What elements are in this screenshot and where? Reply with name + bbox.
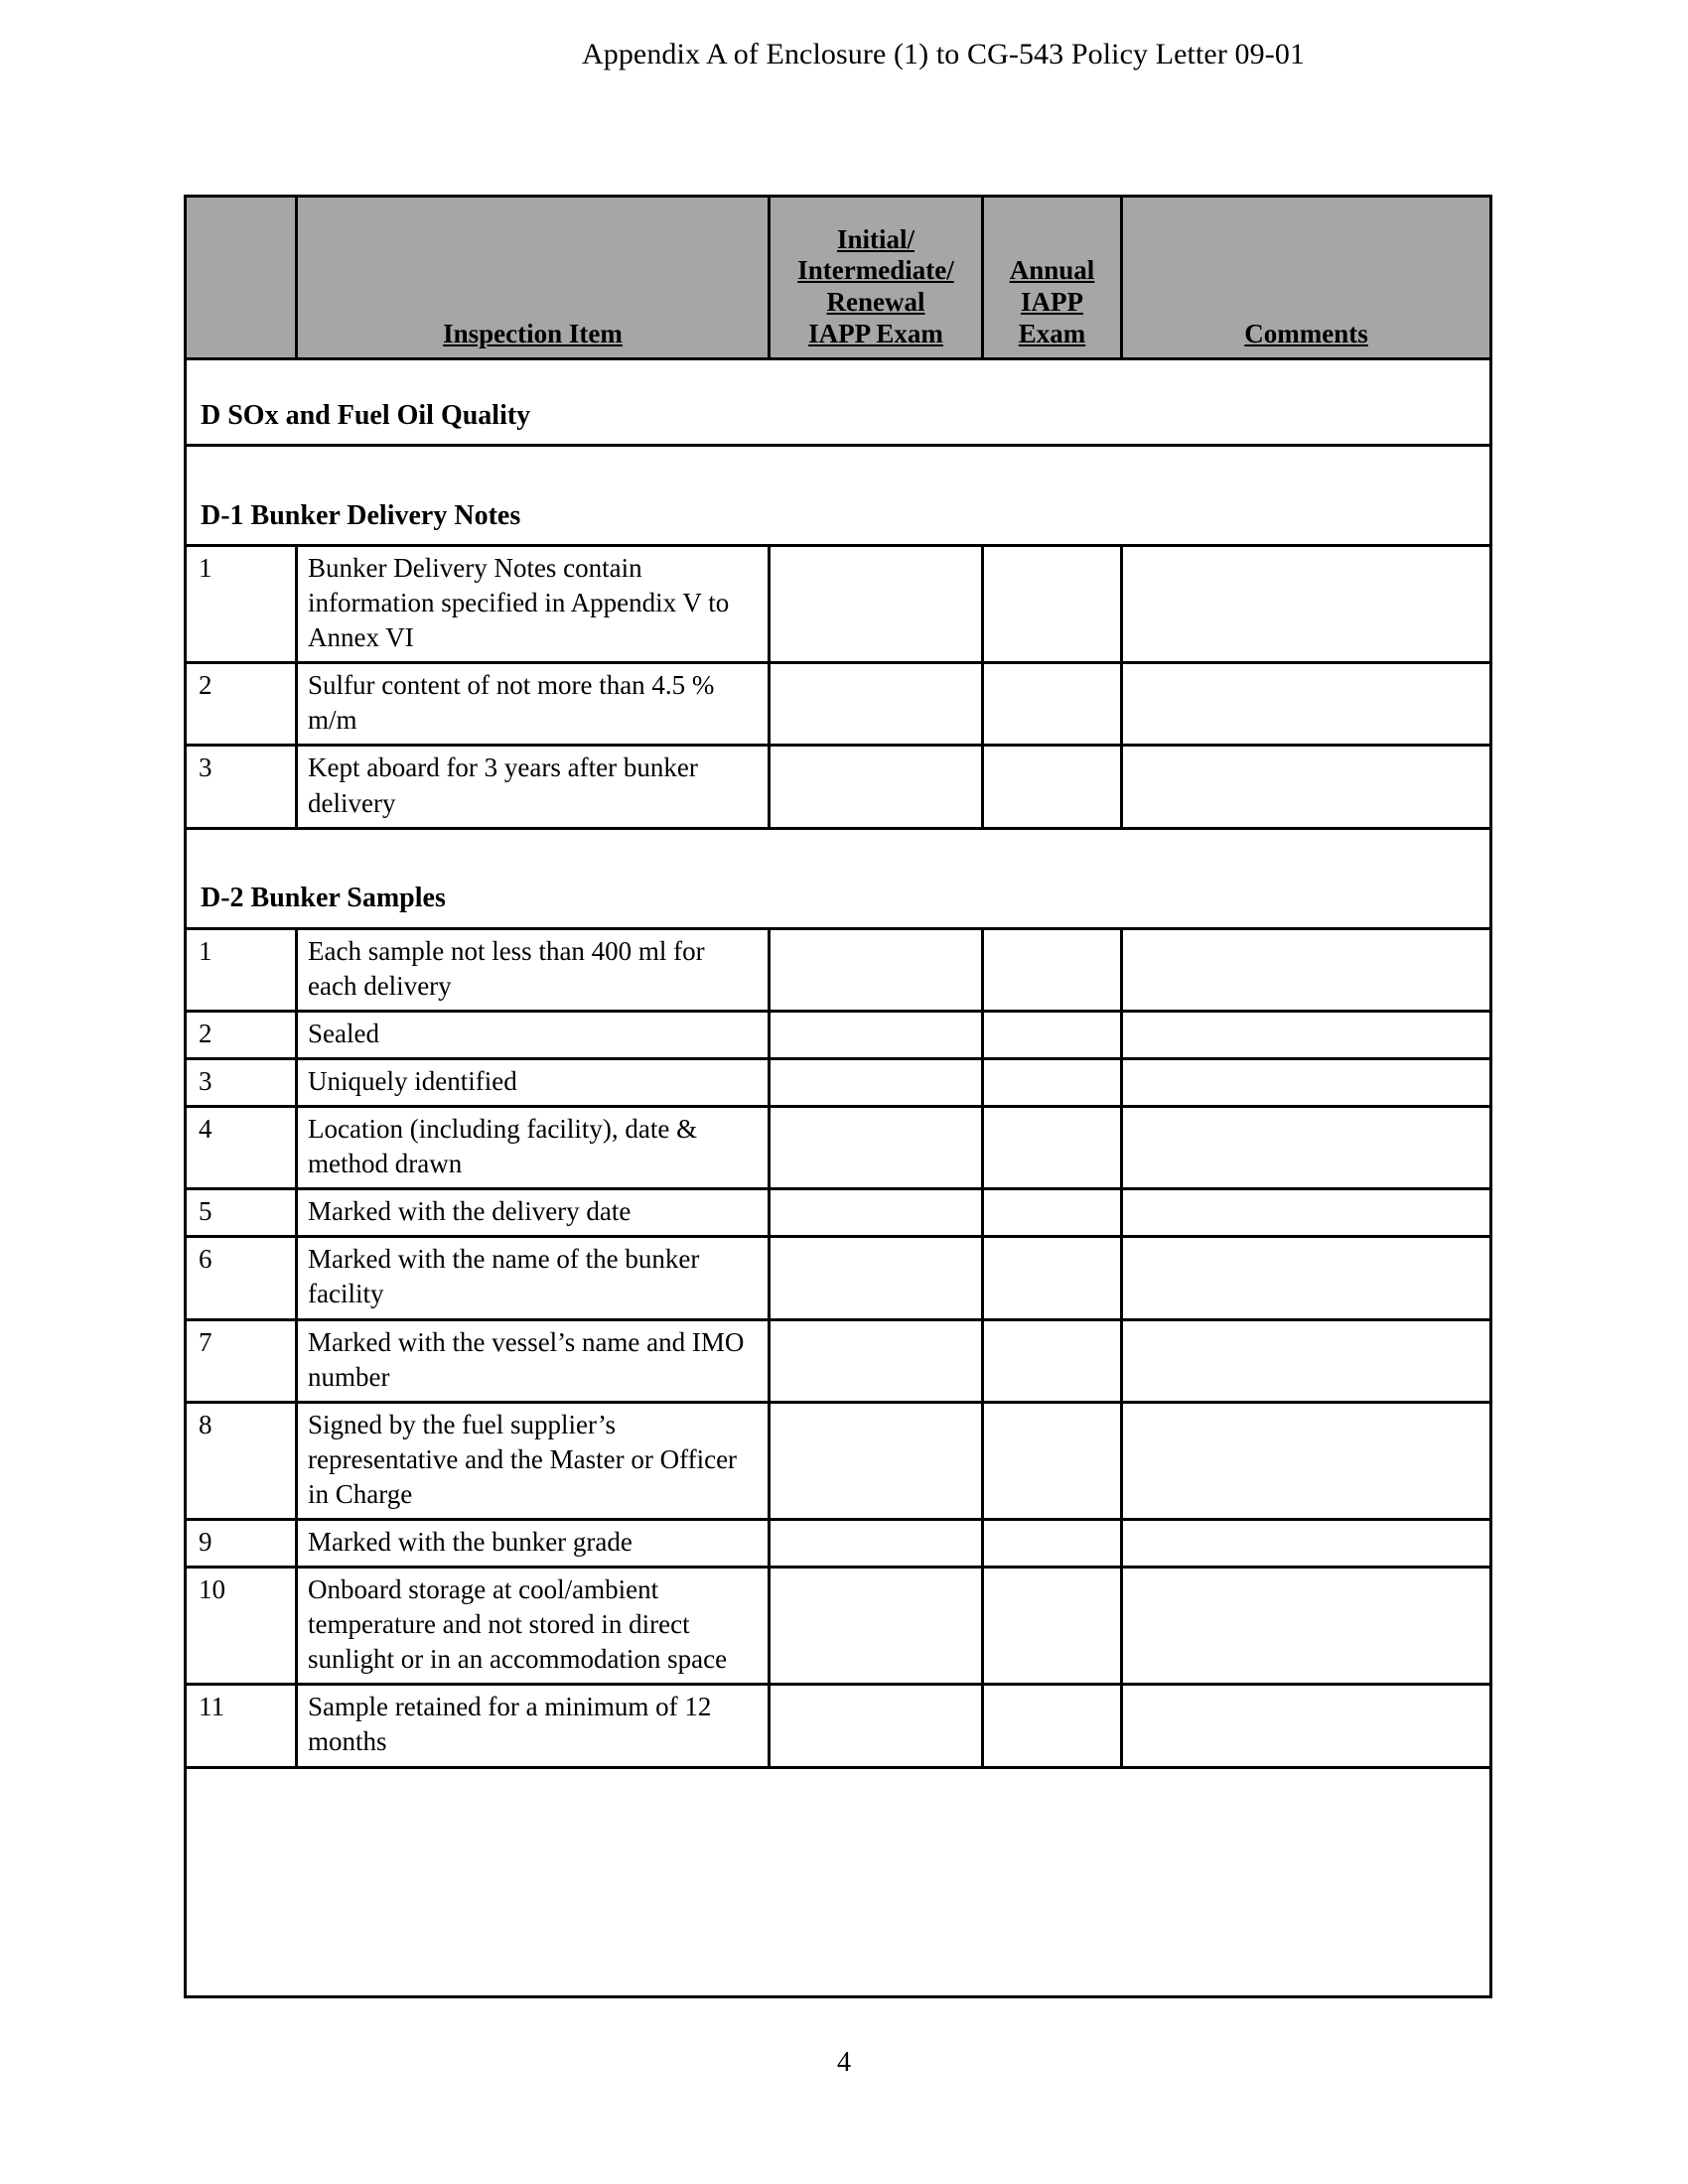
- row-comments-cell[interactable]: [1122, 1058, 1491, 1106]
- inspection-checklist-sheet: [184, 195, 1489, 1998]
- row-annual-exam-cell: [983, 1189, 1122, 1237]
- row-number: 3: [186, 746, 297, 828]
- row-comments-cell[interactable]: [1122, 1189, 1491, 1237]
- header-label-annual-line2: IAPP: [1021, 287, 1083, 318]
- row-annual-exam-cell: [983, 1011, 1122, 1058]
- header-label-inspection-item: Inspection Item: [443, 319, 623, 349]
- row-initial-exam-cell[interactable]: [770, 546, 983, 663]
- inspection-checklist-table: [184, 195, 1492, 1998]
- row-inspection-item: Each sample not less than 400 ml for each delivery: [297, 928, 770, 1011]
- row-initial-exam-cell[interactable]: [770, 1685, 983, 1767]
- table-row: [186, 928, 1491, 1011]
- row-comments-cell[interactable]: [1122, 1237, 1491, 1319]
- row-comments-cell[interactable]: [1122, 1011, 1491, 1058]
- row-annual-exam-cell[interactable]: [983, 746, 1122, 828]
- section-heading-d: D SOx and Fuel Oil Quality: [186, 359, 1491, 446]
- header-cell-inspection-item: [297, 197, 770, 359]
- row-initial-exam-cell[interactable]: [770, 1107, 983, 1189]
- table-row: [186, 1402, 1491, 1519]
- row-annual-exam-cell[interactable]: [983, 663, 1122, 746]
- row-inspection-item: Bunker Delivery Notes contain information specified in Appendix V to Annex VI: [297, 546, 770, 663]
- table-row: [186, 1011, 1491, 1058]
- row-comments-cell[interactable]: [1122, 1685, 1491, 1767]
- row-comments-cell[interactable]: [1122, 1519, 1491, 1567]
- row-annual-exam-cell: [983, 1237, 1122, 1319]
- row-inspection-item: Sample retained for a minimum of 12 months: [297, 1685, 770, 1767]
- row-initial-exam-cell[interactable]: [770, 1402, 983, 1519]
- row-inspection-item: Kept aboard for 3 years after bunker delivery: [297, 746, 770, 828]
- row-inspection-item: Sulfur content of not more than 4.5 % m/m: [297, 663, 770, 746]
- row-comments-cell[interactable]: [1122, 663, 1491, 746]
- row-annual-exam-cell[interactable]: [983, 546, 1122, 663]
- row-inspection-item: Marked with the vessel’s name and IMO number: [297, 1319, 770, 1402]
- table-row: [186, 1568, 1491, 1685]
- header-label-initial-line4: IAPP Exam: [808, 319, 943, 349]
- row-comments-cell[interactable]: [1122, 928, 1491, 1011]
- row-comments-cell[interactable]: [1122, 1319, 1491, 1402]
- row-inspection-item: Location (including facility), date & method drawn: [297, 1107, 770, 1189]
- row-initial-exam-cell[interactable]: [770, 1568, 983, 1685]
- header-label-annual-line1: Annual: [1009, 255, 1095, 286]
- header-label-initial-line2: Intermediate/: [797, 255, 954, 286]
- table-row: [186, 1685, 1491, 1767]
- row-number: 1: [186, 928, 297, 1011]
- row-initial-exam-cell[interactable]: [770, 928, 983, 1011]
- row-annual-exam-cell: [983, 1568, 1122, 1685]
- row-number: 3: [186, 1058, 297, 1106]
- header-label-annual-line3: Exam: [1018, 319, 1086, 349]
- table-row: [186, 1519, 1491, 1567]
- row-annual-exam-cell: [983, 1058, 1122, 1106]
- row-annual-exam-cell: [983, 1107, 1122, 1189]
- row-annual-exam-cell: [983, 928, 1122, 1011]
- row-number: 11: [186, 1685, 297, 1767]
- table-row: [186, 1189, 1491, 1237]
- row-inspection-item: Signed by the fuel supplier’s representative and the Master or Officer in Charge: [297, 1402, 770, 1519]
- page-number-text: 4: [837, 2047, 851, 2078]
- header-label-initial-line1: Initial/: [836, 223, 915, 254]
- row-comments-cell[interactable]: [1122, 1107, 1491, 1189]
- row-initial-exam-cell[interactable]: [770, 746, 983, 828]
- table-row: [186, 1319, 1491, 1402]
- row-comments-cell[interactable]: [1122, 546, 1491, 663]
- header-cell-annual-exam: [983, 197, 1122, 359]
- row-number: 6: [186, 1237, 297, 1319]
- header-label-comments: Comments: [1244, 319, 1368, 349]
- table-row: [186, 746, 1491, 828]
- subsection-heading-row-d1: [186, 446, 1491, 546]
- table-row: [186, 663, 1491, 746]
- row-initial-exam-cell[interactable]: [770, 1237, 983, 1319]
- table-row: [186, 1058, 1491, 1106]
- header-cell-number: [186, 197, 297, 359]
- running-head: [0, 38, 1688, 71]
- row-annual-exam-cell: [983, 1519, 1122, 1567]
- row-inspection-item: Marked with the name of the bunker facility: [297, 1237, 770, 1319]
- subsection-heading-row-d2: [186, 828, 1491, 928]
- row-number: 5: [186, 1189, 297, 1237]
- row-number: 2: [186, 663, 297, 746]
- table-header-row: [186, 197, 1491, 359]
- row-number: 8: [186, 1402, 297, 1519]
- subsection-heading-d2: D-2 Bunker Samples: [186, 828, 1491, 928]
- row-number: 4: [186, 1107, 297, 1189]
- row-inspection-item: Marked with the bunker grade: [297, 1519, 770, 1567]
- row-initial-exam-cell[interactable]: [770, 1011, 983, 1058]
- table-row: [186, 1237, 1491, 1319]
- header-cell-comments: [1122, 197, 1491, 359]
- header-label-initial-line3: Renewal: [826, 287, 925, 318]
- row-number: 10: [186, 1568, 297, 1685]
- blank-filler-row: [186, 1767, 1491, 1996]
- table-row: [186, 1107, 1491, 1189]
- row-initial-exam-cell[interactable]: [770, 1058, 983, 1106]
- checklist-body: [186, 197, 1491, 1997]
- row-annual-exam-cell: [983, 1319, 1122, 1402]
- running-head-text: Appendix A of Enclosure (1) to CG-543 Policy Letter 09-01: [581, 38, 1306, 70]
- row-number: 7: [186, 1319, 297, 1402]
- row-comments-cell[interactable]: [1122, 746, 1491, 828]
- row-comments-cell[interactable]: [1122, 1568, 1491, 1685]
- subsection-heading-d1: D-1 Bunker Delivery Notes: [186, 446, 1491, 546]
- section-heading-row-d: [186, 359, 1491, 446]
- row-inspection-item: Onboard storage at cool/ambient temperature and not stored in direct sunlight or in an accommodation space: [297, 1568, 770, 1685]
- row-initial-exam-cell[interactable]: [770, 663, 983, 746]
- row-inspection-item: Uniquely identified: [297, 1058, 770, 1106]
- row-number: 9: [186, 1519, 297, 1567]
- row-initial-exam-cell[interactable]: [770, 1319, 983, 1402]
- row-number: 1: [186, 546, 297, 663]
- row-initial-exam-cell[interactable]: [770, 1189, 983, 1237]
- row-number: 2: [186, 1011, 297, 1058]
- row-inspection-item: Sealed: [297, 1011, 770, 1058]
- row-annual-exam-cell: [983, 1402, 1122, 1519]
- row-annual-exam-cell: [983, 1685, 1122, 1767]
- row-inspection-item: Marked with the delivery date: [297, 1189, 770, 1237]
- row-comments-cell[interactable]: [1122, 1402, 1491, 1519]
- blank-filler-cell: [186, 1767, 1491, 1996]
- table-row: [186, 546, 1491, 663]
- row-initial-exam-cell[interactable]: [770, 1519, 983, 1567]
- page-number: [0, 2047, 1688, 2079]
- header-cell-initial-exam: [770, 197, 983, 359]
